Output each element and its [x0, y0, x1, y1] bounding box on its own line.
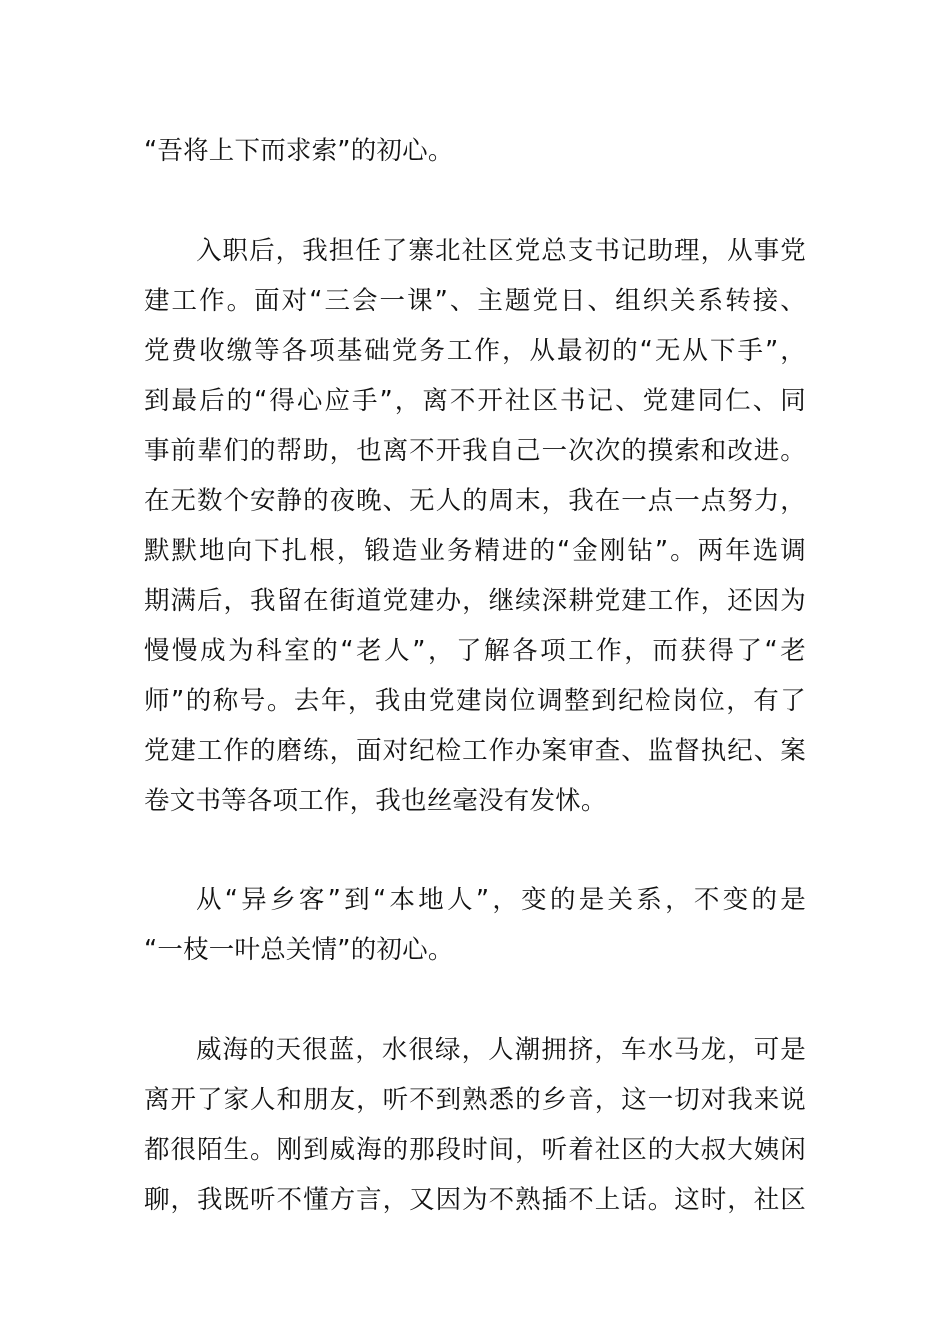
text-line: 党费收缴等各项基础党务工作，从最初的“无从下手”，	[144, 336, 806, 366]
text-line: 师”的称号。去年，我由党建岗位调整到纪检岗位，有了	[144, 686, 806, 716]
text-line: 到最后的“得心应手”，离不开社区书记、党建同仁、同	[144, 386, 806, 416]
text-line: “一枝一叶总关情”的初心。	[144, 935, 454, 965]
text-line: 卷文书等各项工作，我也丝毫没有发怵。	[144, 786, 607, 816]
text-line: 党建工作的磨练，面对纪检工作办案审查、监督执纪、案	[144, 736, 806, 766]
text-line: 事前辈们的帮助，也离不开我自己一次次的摸索和改进。	[144, 436, 806, 466]
text-line: 离开了家人和朋友，听不到熟悉的乡音，这一切对我来说	[144, 1085, 806, 1115]
text-line: 期满后，我留在街道党建办，继续深耕党建工作，还因为	[144, 586, 806, 616]
text-line: “吾将上下而求索”的初心。	[144, 136, 454, 166]
text-line: 入职后，我担任了寨北社区党总支书记助理，从事党	[196, 236, 806, 266]
text-line: 威海的天很蓝，水很绿，人潮拥挤，车水马龙，可是	[196, 1035, 806, 1065]
text-line: 从“异乡客”到“本地人”，变的是关系，不变的是	[196, 885, 806, 915]
text-line: 默默地向下扎根，锻造业务精进的“金刚钻”。两年选调	[144, 536, 806, 566]
text-line: 聊，我既听不懂方言，又因为不熟插不上话。这时，社区	[144, 1185, 806, 1215]
text-line: 在无数个安静的夜晚、无人的周末，我在一点一点努力，	[144, 486, 806, 516]
text-line: 慢慢成为科室的“老人”，了解各项工作，而获得了“老	[144, 636, 806, 666]
text-line: 都很陌生。刚到威海的那段时间，听着社区的大叔大姨闲	[144, 1135, 806, 1165]
text-line: 建工作。面对“三会一课”、主题党日、组织关系转接、	[144, 286, 806, 316]
